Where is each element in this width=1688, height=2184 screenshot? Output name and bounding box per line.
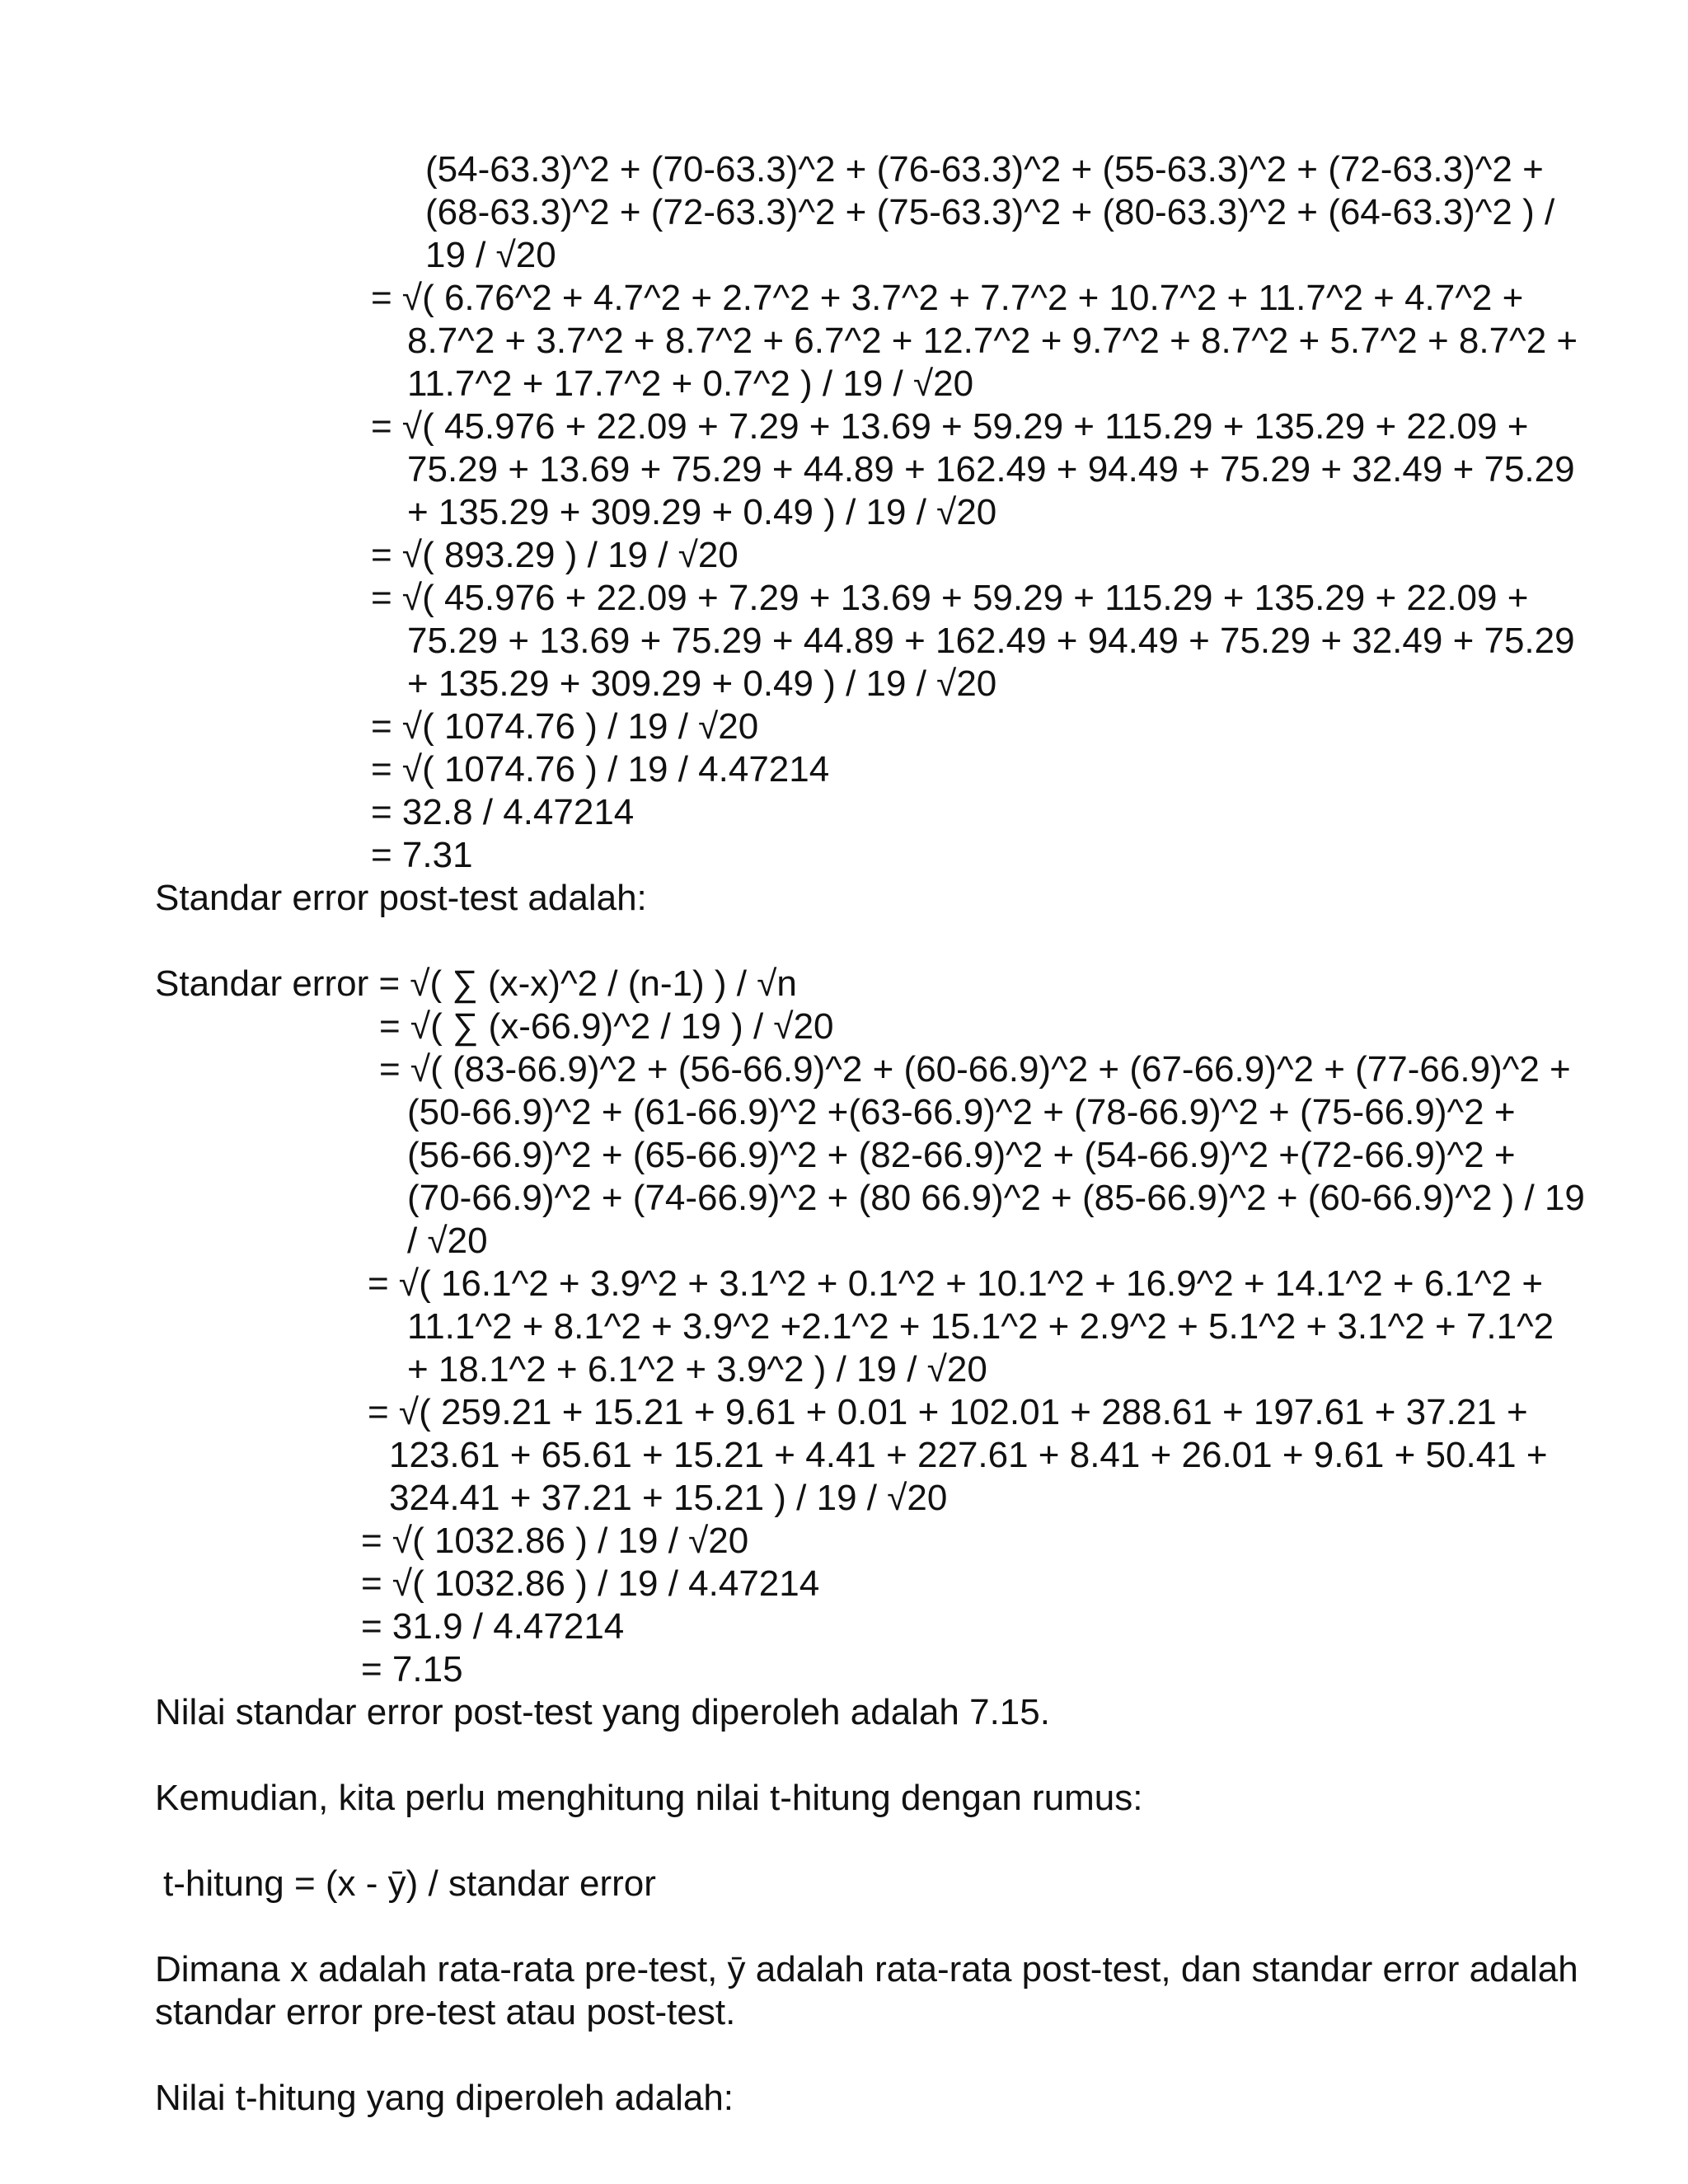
calc-line-30: 324.41 + 37.21 + 15.21 ) / 19 / √20 <box>389 1478 948 1518</box>
calc-line-21: (50-66.9)^2 + (61-66.9)^2 +(63-66.9)^2 + (78-66.9)^2 + (75-66.9)^2 + <box>407 1092 1516 1132</box>
calc-line-22: (56-66.9)^2 + (65-66.9)^2 + (82-66.9)^2 + (54-66.9)^2 +(72-66.9)^2 + <box>407 1135 1516 1175</box>
calc-line-8: 75.29 + 13.69 + 75.29 + 44.89 + 162.49 + 94.49 + 75.29 + 32.49 + 75.29 <box>407 449 1575 490</box>
calc-line-29: 123.61 + 65.61 + 15.21 + 4.41 + 227.61 + 8.41 + 26.01 + 9.61 + 50.41 + <box>389 1435 1548 1475</box>
paragraph-definition-line-1: Dimana x adalah rata-rata pre-test, ȳ adalah rata-rata post-test, dan standar error adalah <box>155 1949 1578 1990</box>
calc-line-10: = √( 893.29 ) / 19 / √20 <box>371 535 738 575</box>
calc-line-3: 19 / √20 <box>425 235 556 275</box>
calc-line-16: = 32.8 / 4.47214 <box>371 792 635 832</box>
formula-standard-error: Standar error = √( ∑ (x-x)^2 / (n-1) ) / √n <box>155 963 797 1004</box>
calc-line-14: = √( 1074.76 ) / 19 / √20 <box>371 706 759 747</box>
calc-line-33: = 31.9 / 4.47214 <box>361 1606 625 1647</box>
calc-line-11: = √( 45.976 + 22.09 + 7.29 + 13.69 + 59.29 + 115.29 + 135.29 + 22.09 + <box>371 578 1529 618</box>
calc-line-5: 8.7^2 + 3.7^2 + 8.7^2 + 6.7^2 + 12.7^2 + 9.7^2 + 8.7^2 + 5.7^2 + 8.7^2 + <box>407 321 1578 361</box>
paragraph-definition-line-2: standar error pre-test atau post-test. <box>155 1992 736 2032</box>
calc-line-26: 11.1^2 + 8.1^2 + 3.9^2 +2.1^2 + 15.1^2 + 2.9^2 + 5.1^2 + 3.1^2 + 7.1^2 <box>407 1306 1554 1347</box>
calc-line-6: 11.7^2 + 17.7^2 + 0.7^2 ) / 19 / √20 <box>407 363 974 404</box>
calc-line-24: / √20 <box>407 1221 488 1261</box>
calc-line-13: + 135.29 + 309.29 + 0.49 ) / 19 / √20 <box>407 663 997 704</box>
calc-line-20: = √( (83-66.9)^2 + (56-66.9)^2 + (60-66.9)^2 + (67-66.9)^2 + (77-66.9)^2 + <box>379 1049 1571 1090</box>
calc-line-7: = √( 45.976 + 22.09 + 7.29 + 13.69 + 59.29 + 115.29 + 135.29 + 22.09 + <box>371 406 1529 447</box>
calc-line-31: = √( 1032.86 ) / 19 / √20 <box>361 1521 749 1561</box>
result-pre-test: = 7.31 <box>371 835 473 875</box>
calc-line-2: (68-63.3)^2 + (72-63.3)^2 + (75-63.3)^2 + (80-63.3)^2 + (64-63.3)^2 ) / <box>425 192 1555 232</box>
calc-line-15: = √( 1074.76 ) / 19 / 4.47214 <box>371 749 830 790</box>
formula-t-hitung: t-hitung = (x - ȳ) / standar error <box>163 1863 656 1904</box>
paragraph-t-hitung-intro: Kemudian, kita perlu menghitung nilai t-hitung dengan rumus: <box>155 1778 1143 1818</box>
paragraph-t-hitung-result: Nilai t-hitung yang diperoleh adalah: <box>155 2078 734 2118</box>
calc-line-19: = √( ∑ (x-66.9)^2 / 19 ) / √20 <box>379 1006 834 1047</box>
calc-line-27: + 18.1^2 + 6.1^2 + 3.9^2 ) / 19 / √20 <box>407 1349 987 1390</box>
result-post-test: = 7.15 <box>361 1649 463 1690</box>
calc-line-12: 75.29 + 13.69 + 75.29 + 44.89 + 162.49 + 94.49 + 75.29 + 32.49 + 75.29 <box>407 621 1575 661</box>
calc-line-32: = √( 1032.86 ) / 19 / 4.47214 <box>361 1563 820 1604</box>
heading-post-test: Standar error post-test adalah: <box>155 878 647 918</box>
calc-line-4: = √( 6.76^2 + 4.7^2 + 2.7^2 + 3.7^2 + 7.7^2 + 10.7^2 + 11.7^2 + 4.7^2 + <box>371 278 1524 318</box>
calc-line-1: (54-63.3)^2 + (70-63.3)^2 + (76-63.3)^2 + (55-63.3)^2 + (72-63.3)^2 + <box>425 149 1544 190</box>
calc-line-23: (70-66.9)^2 + (74-66.9)^2 + (80 66.9)^2 + (85-66.9)^2 + (60-66.9)^2 ) / 19 <box>407 1178 1585 1218</box>
calc-line-9: + 135.29 + 309.29 + 0.49 ) / 19 / √20 <box>407 492 997 532</box>
summary-post-test: Nilai standar error post-test yang diperoleh adalah 7.15. <box>155 1692 1050 1732</box>
calc-line-28: = √( 259.21 + 15.21 + 9.61 + 0.01 + 102.01 + 288.61 + 197.61 + 37.21 + <box>368 1392 1528 1432</box>
calc-line-25: = √( 16.1^2 + 3.9^2 + 3.1^2 + 0.1^2 + 10.1^2 + 16.9^2 + 14.1^2 + 6.1^2 + <box>368 1263 1544 1304</box>
